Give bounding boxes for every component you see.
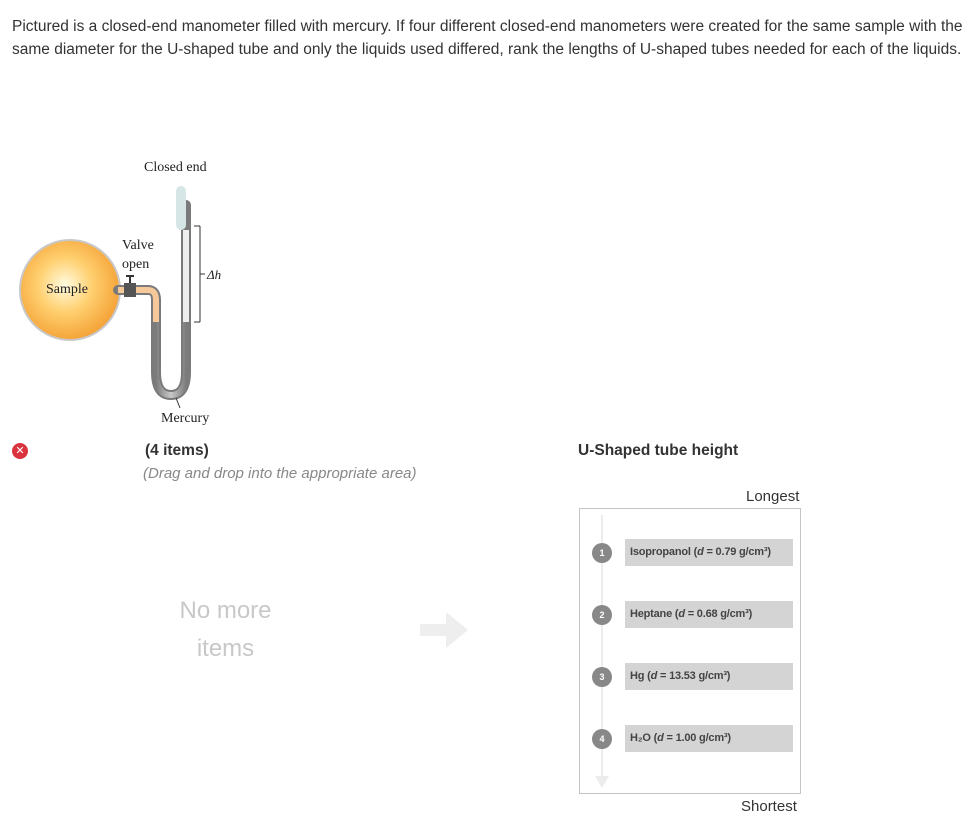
arrow-down-icon <box>595 776 609 788</box>
item-density: 1.00 <box>675 732 697 744</box>
rank-item-heptane[interactable]: Heptane (d = 0.68 g/cm³) <box>625 601 793 628</box>
manometer-diagram <box>18 150 248 435</box>
drag-instructions: (Drag and drop into the appropriate area) <box>143 465 417 482</box>
rank-badge: 1 <box>592 543 612 563</box>
rank-item-isopropanol[interactable]: Isopropanol (d = 0.79 g/cm³) <box>625 539 793 566</box>
closed-end-cap <box>176 186 186 230</box>
incorrect-x-icon: ✕ <box>12 443 28 459</box>
item-density: 0.68 <box>696 608 718 620</box>
delta-h-label: Δh <box>207 267 222 282</box>
sample-label: Sample <box>46 282 88 297</box>
closed-end-label: Closed end <box>144 160 207 175</box>
item-name: Heptane <box>630 608 672 620</box>
valve-icon <box>124 283 136 297</box>
target-title: U-Shaped tube height <box>578 442 739 459</box>
rank-item-water[interactable]: H₂O (d = 1.00 g/cm³) <box>625 725 793 752</box>
valve-open-label: open <box>122 257 150 272</box>
item-name: Hg <box>630 670 645 682</box>
question-text: Pictured is a closed-end manometer filled with mercury. If four different closed-end manometers were created for the same sample with the same diameter for the U-shaped tube and only the liquids used differed, rank the lengths of U-shaped tubes needed for each of the liquids. <box>12 18 963 58</box>
manometer-tube <box>118 205 186 395</box>
rank-badge: 2 <box>592 605 612 625</box>
mercury-label: Mercury <box>161 411 210 426</box>
arrow-right-icon <box>418 610 470 650</box>
shortest-label: Shortest <box>741 798 797 815</box>
item-density: 13.53 <box>669 670 696 682</box>
item-name: Isopropanol <box>630 546 691 558</box>
empty-line-2: items <box>196 635 255 662</box>
item-name: H₂O <box>630 732 651 744</box>
rank-badge: 4 <box>592 729 612 749</box>
longest-label: Longest <box>746 488 800 505</box>
empty-source-message <box>168 592 283 668</box>
valve-label: Valve <box>122 238 154 253</box>
empty-line-1: No more <box>179 597 272 624</box>
items-count: (4 items) <box>145 442 209 459</box>
item-density: 0.79 <box>715 546 737 558</box>
rank-badge: 3 <box>592 667 612 687</box>
rank-item-mercury[interactable]: Hg (d = 13.53 g/cm³) <box>625 663 793 690</box>
